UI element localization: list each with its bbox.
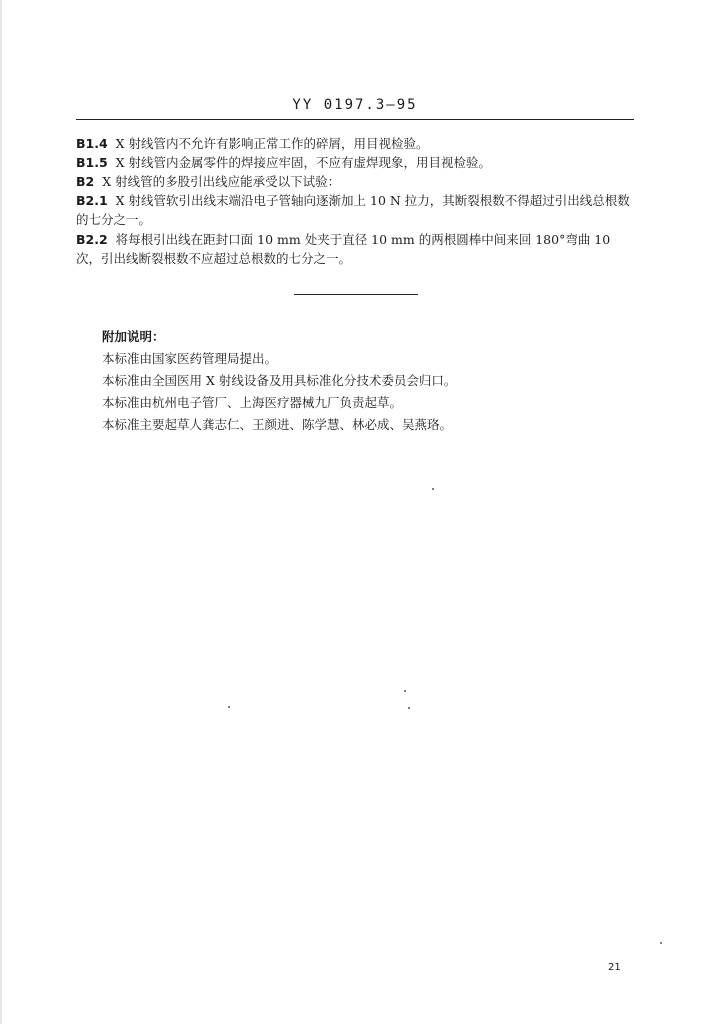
scan-speck (408, 707, 410, 709)
notes-line: 本标准主要起草人龚志仁、王颜进、陈学慧、林必成、吴燕珞。 (102, 417, 453, 432)
notes-line: 本标准由全国医用 X 射线设备及用具标准化分技术委员会归口。 (102, 373, 457, 388)
scan-speck (432, 488, 434, 490)
clause-b2-2 (76, 230, 636, 268)
scan-margin-line (0, 0, 2, 1024)
clause-b2-1 (76, 191, 636, 229)
clause-text: X 射线管内不允许有影响正常工作的碎屑，用目视检验。 (115, 136, 429, 151)
clause-text: X 射线管软引出线末端沿电子管轴向逐渐加上 10 N 拉力，其断裂根数不得超过引出线总根数的七分之一。 (76, 193, 630, 227)
clause-number: B1.4 (76, 136, 108, 151)
clause-number: B2 (76, 174, 95, 189)
clause-number: B2.1 (76, 193, 108, 208)
page-number: 21 (608, 962, 621, 973)
scan-speck (404, 690, 406, 692)
clause-number: B1.5 (76, 155, 108, 170)
header-rule (76, 119, 634, 120)
clause-b1-4 (76, 134, 636, 153)
clause-b1-5 (76, 153, 636, 172)
clause-text: 将每根引出线在距封口面 10 mm 处夹于直径 10 mm 的两根圆棒中间来回 180°弯曲 10 次，引出线断裂根数不应超过总根数的七分之一。 (76, 232, 611, 266)
clause-number: B2.2 (76, 232, 108, 247)
section-end-rule (294, 294, 418, 295)
additional-notes (102, 326, 456, 436)
notes-line: 本标准由杭州电子管厂、上海医疗器械九厂负责起草。 (102, 395, 403, 410)
clause-text: X 射线管内金属零件的焊接应牢固，不应有虚焊现象，用目视检验。 (115, 155, 492, 170)
notes-title: 附加说明： (102, 329, 165, 344)
scan-speck (660, 942, 662, 944)
clause-text: X 射线管的多股引出线应能承受以下试验： (102, 174, 341, 189)
scan-speck (228, 706, 230, 708)
clause-b2 (76, 172, 636, 191)
notes-line: 本标准由国家医药管理局提出。 (102, 351, 278, 366)
page-header-standard-code: YY 0197.3—95 (292, 97, 418, 113)
